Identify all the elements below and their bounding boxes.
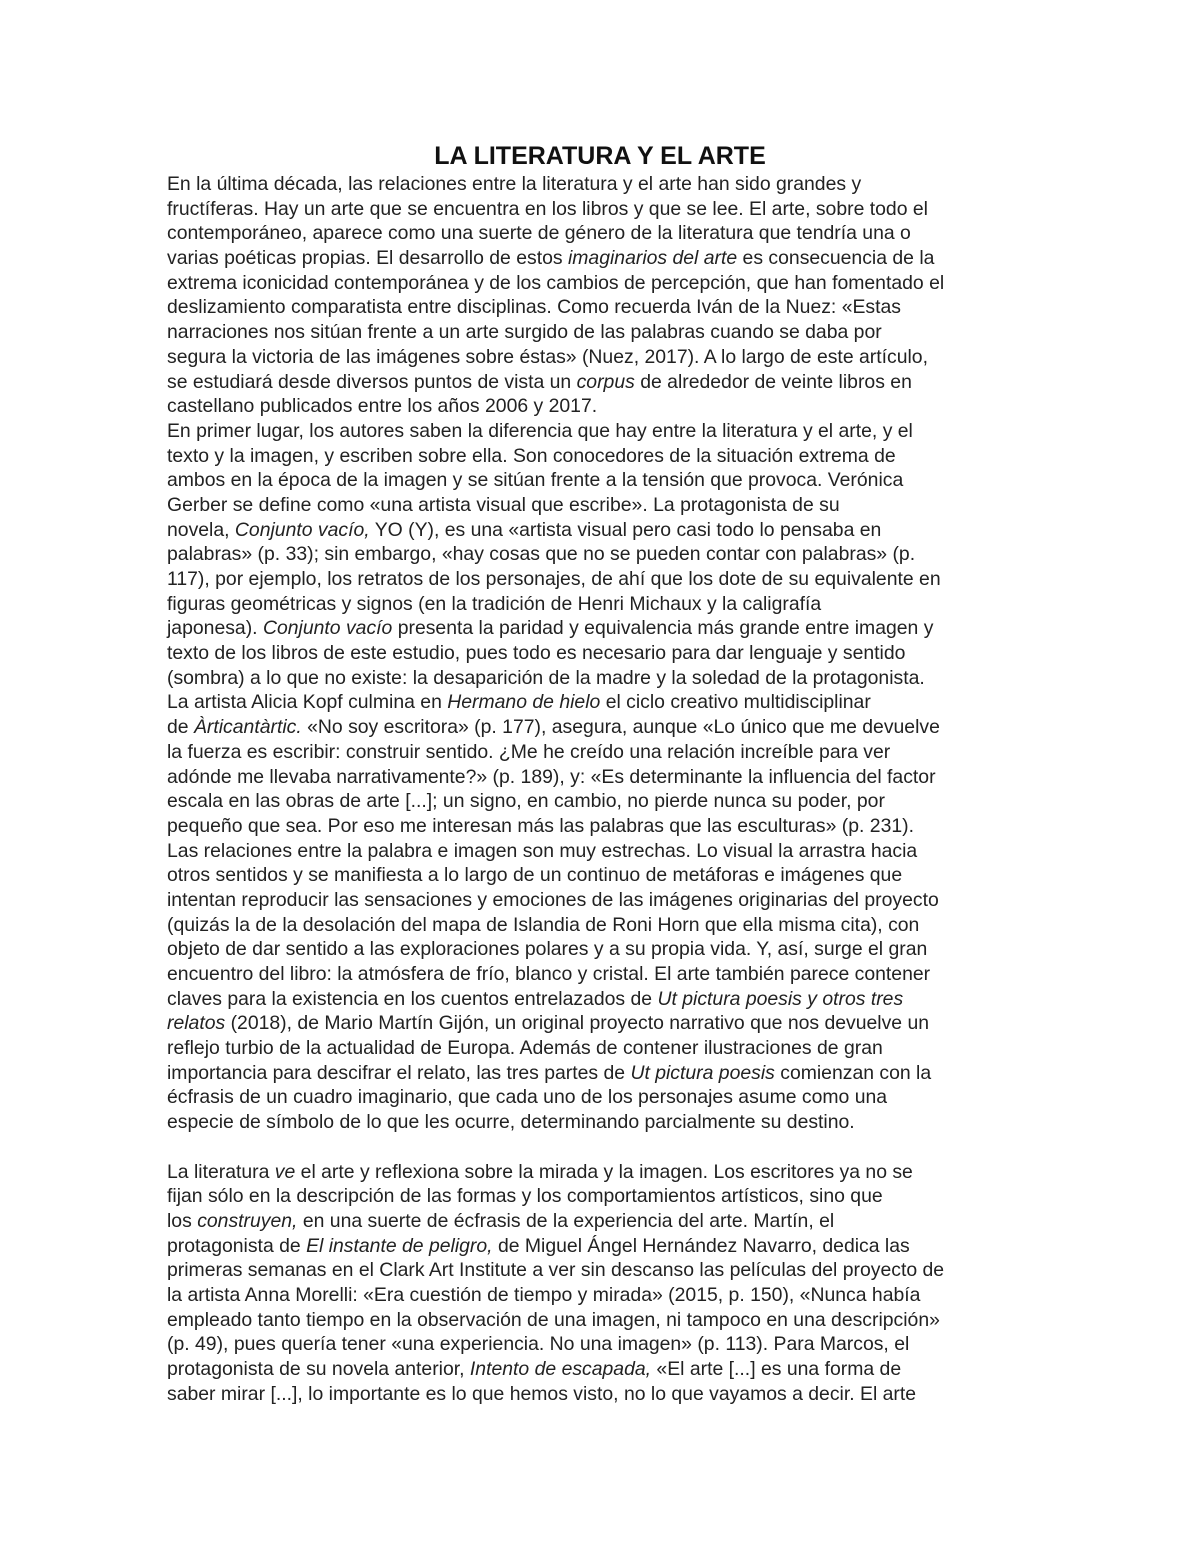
text-line [167,468,1047,493]
text-segment: de Miguel Ángel Hernández Navarro, dedica las [492,1234,910,1257]
text-line [167,1011,1047,1036]
text-segment: «No soy escritora» (p. 177), asegura, aunque «Lo único que me devuelve [301,716,940,739]
text-line [167,715,1047,740]
text-line [167,1357,1047,1382]
text-line [167,765,1047,790]
text-line [167,1085,1047,1110]
paragraph-3 [167,1160,1047,1407]
text-segment: en una suerte de écfrasis de la experiencia del arte. Martín, el [297,1209,835,1232]
text-line [167,1283,1047,1308]
text-segment: pequeño que sea. Por eso me interesan más las palabras que las esculturas» (p. 231). [167,814,914,837]
italic-text: Intento de escapada, [469,1358,652,1380]
italic-text: Ut pictura poesis [630,1061,775,1084]
italic-text: ve [274,1160,296,1183]
text-line [167,394,1047,419]
paragraph-gap [167,1135,1047,1160]
paragraph-2 [167,419,1047,1135]
text-segment: novela, [167,518,235,541]
text-line [167,542,1047,567]
text-line [167,592,1047,617]
text-segment: los [167,1209,198,1232]
text-line [167,246,1047,271]
text-segment: extrema iconicidad contemporánea y de los cambios de percepción, que han fomentado el [167,271,945,294]
text-line [167,1061,1047,1086]
text-segment: palabras» (p. 33); sin embargo, «hay cosas que no se pueden contar con palabras» (p. [167,543,916,566]
text-line [167,197,1047,222]
text-line [167,962,1047,987]
text-line [167,444,1047,469]
text-segment: La literatura [167,1160,275,1183]
italic-text: Ut pictura poesis y otros tres [657,987,904,1010]
text-segment: segura la victoria de las imágenes sobre éstas» (Nuez, 2017). A lo largo de este artículo, [167,345,928,368]
text-segment: deslizamiento comparatista entre disciplinas. Como recuerda Iván de la Nuez: «Estas [167,296,901,319]
italic-text: Conjunto vacío, [234,518,370,541]
text-line [167,789,1047,814]
text-line [167,1308,1047,1333]
text-segment: importancia para descifrar el relato, las tres partes de [167,1061,631,1084]
text-segment: encuentro del libro: la atmósfera de frío, blanco y cristal. El arte también parece contener [167,963,931,985]
text-segment: de [167,716,194,739]
text-segment: castellano publicados entre los años 2006 y 2017. [167,395,598,418]
text-segment: la fuerza es escribir: construir sentido. ¿Me he creído una relación increíble para ver [167,740,891,763]
text-line [167,888,1047,913]
text-line [167,1036,1047,1061]
text-line [167,1382,1047,1407]
text-line [167,1184,1047,1209]
text-line [167,567,1047,592]
text-line [167,1110,1047,1135]
text-segment: presenta la paridad y equivalencia más grande entre imagen y [392,617,934,640]
text-segment: adónde me llevaba narrativamente?» (p. 189), y: «Es determinante la influencia del factor [167,765,936,788]
text-segment: el arte y reflexiona sobre la mirada y la imagen. Los escritores ya no se [295,1160,913,1183]
text-segment: empleado tanto tiempo en la observación de una imagen, ni tampoco en una descripción» [167,1308,940,1331]
text-line [167,1258,1047,1283]
text-line [167,913,1047,938]
text-line [167,345,1047,370]
text-segment: «El arte [...] es una forma de [651,1358,902,1380]
text-line [167,839,1047,864]
text-segment: contemporáneo, aparece como una suerte de género de la literatura que tendría una o [167,222,911,245]
text-segment: de alrededor de veinte libros en [634,370,912,393]
paragraph-1 [167,172,1047,419]
text-segment: écfrasis de un cuadro imaginario, que cada uno de los personajes asume como una [167,1086,888,1109]
text-segment: comienzan con la [774,1061,932,1084]
text-line [167,221,1047,246]
text-segment: especie de símbolo de lo que les ocurre, determinando parcialmente su destino. [167,1111,855,1134]
text-segment: Las relaciones entre la palabra e imagen son muy estrechas. Lo visual la arrastra hacia [167,839,918,862]
text-segment: narraciones nos sitúan frente a un arte surgido de las palabras cuando se daba por [167,321,882,344]
text-segment: fructíferas. Hay un arte que se encuentra en los libros y que se lee. El arte, sobre todo el [167,197,928,220]
text-segment: texto y la imagen, y escriben sobre ella. Son conocedores de la situación extrema de [167,444,896,467]
text-line [167,1234,1047,1259]
text-segment: (sombra) a lo que no existe: la desaparición de la madre y la soledad de la protagonista. [167,666,925,689]
italic-text: Conjunto vacío [262,617,393,640]
text-segment: varias poéticas propias. El desarrollo de estos [167,247,568,270]
text-segment: En primer lugar, los autores saben la diferencia que hay entre la literatura y el arte, y el [167,419,913,442]
text-segment: (p. 49), pues quería tener «una experiencia. No una imagen» (p. 113). Para Marcos, el [167,1333,910,1356]
text-segment: escala en las obras de arte [...]; un signo, en cambio, no pierde nunca su poder, por [167,790,885,813]
text-segment: reflejo turbio de la actualidad de Europa. Además de contener ilustraciones de gran [167,1037,883,1060]
italic-text: construyen, [197,1209,298,1232]
text-line [167,1332,1047,1357]
text-segment: la artista Anna Morelli: «Era cuestión de tiempo y mirada» (2015, p. 150), «Nunca había [167,1283,921,1306]
document-title: LA LITERATURA Y EL ARTE [434,142,766,170]
text-line [167,1209,1047,1234]
text-line [167,1160,1047,1185]
text-segment: texto de los libros de este estudio, pues todo es necesario para dar lenguaje y sentido [167,642,906,665]
text-segment: intentan reproducir las sensaciones y emociones de las imágenes originarias del proyecto [167,888,939,911]
italic-text: Hermano de hielo [447,691,601,714]
text-line [167,937,1047,962]
text-segment: En la última década, las relaciones entre la literatura y el arte han sido grandes y [167,173,862,195]
text-segment: (quizás la de la desolación del mapa de Islandia de Roni Horn que ella misma cita), con [167,913,920,936]
italic-text: relatos [167,1012,226,1035]
text-segment: primeras semanas en el Clark Art Institute a ver sin descanso las películas del proyecto de [167,1259,945,1282]
text-segment: claves para la existencia en los cuentos entrelazados de [167,987,658,1010]
text-segment: objeto de dar sentido a las exploraciones polares y a su propia vida. Y, así, surge el gran [167,938,928,961]
text-segment: el ciclo creativo multidisciplinar [600,691,871,714]
text-line [167,271,1047,296]
text-line [167,419,1047,444]
text-segment: otros sentidos y se manifiesta a lo largo de un continuo de metáforas e imágenes que [167,864,903,887]
text-line [167,172,1047,197]
text-line [167,666,1047,691]
text-segment: saber mirar [...], lo importante es lo que hemos visto, no lo que vayamos a decir. El arte [167,1382,917,1405]
text-segment: es consecuencia de la [737,247,935,270]
text-segment: figuras geométricas y signos (en la tradición de Henri Michaux y la caligrafía [167,592,822,615]
text-segment: ambos en la época de la imagen y se sitúan frente a la tensión que provoca. Verónica [167,469,904,492]
italic-text: corpus [576,370,635,393]
text-segment: protagonista de su novela anterior, [167,1358,470,1380]
text-line [167,740,1047,765]
text-segment: La artista Alicia Kopf culmina en [167,691,448,714]
text-line [167,641,1047,666]
text-line [167,370,1047,395]
text-line [167,320,1047,345]
text-segment: Gerber se define como «una artista visual que escribe». La protagonista de su [167,493,840,516]
italic-text: imaginarios del arte [567,247,738,270]
text-segment: se estudiará desde diversos puntos de vista un [167,370,577,393]
italic-text: El instante de peligro, [306,1234,493,1257]
text-line [167,493,1047,518]
text-segment: YO (Y), es una «artista visual pero casi todo lo pensaba en [369,518,882,541]
text-segment: protagonista de [167,1234,307,1257]
text-segment: 117), por ejemplo, los retratos de los personajes, de ahí que los dote de su equivalente en [167,568,941,590]
text-line [167,616,1047,641]
text-line [167,295,1047,320]
italic-text: Àrticantàrtic. [193,716,302,739]
text-line [167,987,1047,1012]
text-segment: (2018), de Mario Martín Gijón, un original proyecto narrativo que nos devuelve un [225,1012,930,1035]
text-line [167,518,1047,543]
text-line [167,690,1047,715]
document-body [167,172,1047,1406]
text-line [167,863,1047,888]
text-segment: fijan sólo en la descripción de las formas y los comportamientos artísticos, sino que [167,1185,883,1208]
text-line [167,814,1047,839]
text-segment: japonesa). [167,617,263,640]
